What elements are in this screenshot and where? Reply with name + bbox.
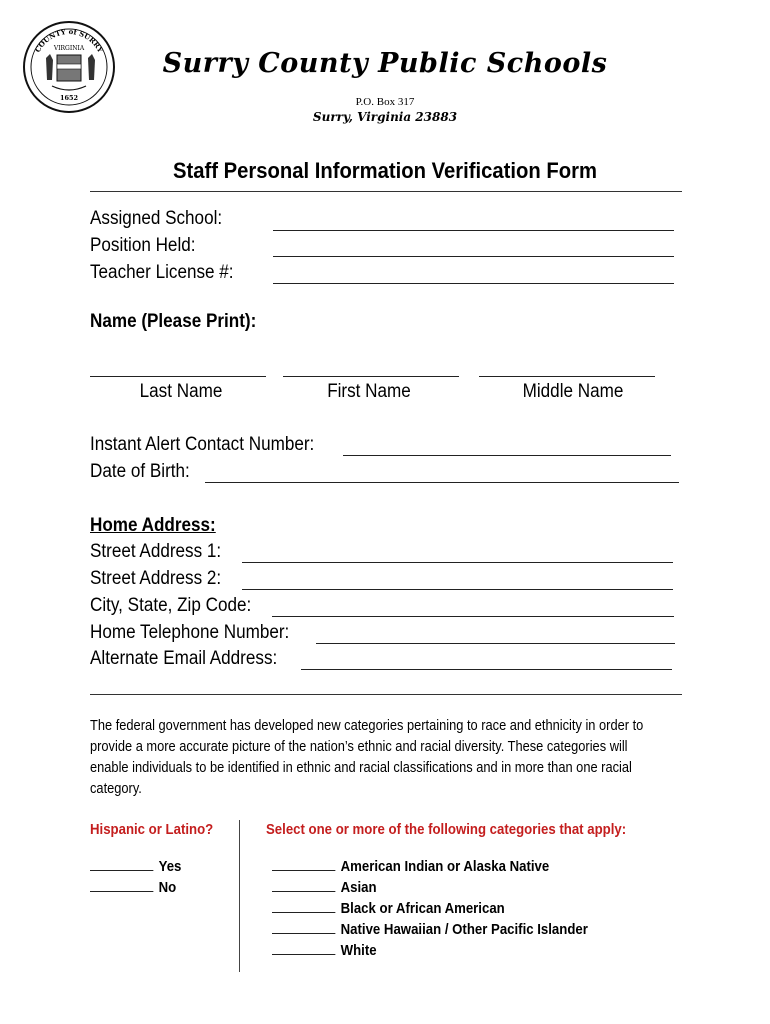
vertical-divider — [239, 820, 240, 972]
race-option[interactable] — [272, 942, 377, 959]
street2-field[interactable] — [242, 589, 673, 590]
race-option[interactable] — [272, 879, 377, 896]
race-option-label: White — [340, 942, 377, 959]
last-name-field[interactable] — [90, 376, 266, 377]
street2-label: Street Address 2: — [90, 568, 222, 589]
hispanic-yes-option[interactable] — [90, 858, 181, 875]
title-divider — [90, 191, 682, 192]
last-name-label: Last Name — [139, 381, 223, 402]
race-instruction: Select one or more of the following categories that apply: — [266, 821, 627, 838]
race-option-line[interactable] — [272, 858, 335, 871]
race-option-line[interactable] — [272, 900, 335, 913]
race-option-label: Native Hawaiian / Other Pacific Islander — [340, 921, 588, 938]
seal-state-text: VIRGINIA — [53, 45, 85, 52]
dob-field[interactable] — [205, 482, 679, 483]
seal-year-text: 1652 — [59, 94, 79, 102]
position-held-field[interactable] — [273, 256, 674, 257]
race-option[interactable] — [272, 900, 505, 917]
assigned-school-label: Assigned School: — [90, 208, 223, 229]
alt-email-field[interactable] — [301, 669, 672, 670]
teacher-license-field[interactable] — [273, 283, 674, 284]
seal-top-text: COUNTY of SURRY — [32, 26, 106, 54]
assigned-school-field[interactable] — [273, 230, 674, 231]
middle-name-field[interactable] — [479, 376, 655, 377]
city-state-zip-label: City, State, Zip Code: — [90, 595, 252, 616]
race-option-label: Black or African American — [340, 900, 505, 917]
race-option-line[interactable] — [272, 879, 335, 892]
race-option[interactable] — [272, 858, 549, 875]
ethnicity-note: The federal government has developed new categories pertaining to race and ethnicity in order to provide a more accurate picture of the nation’s ethnic and racial diversity. These categories will enable individuals to be identified in ethnic and racial classifications and in more than one racial category. — [90, 718, 644, 797]
race-option-line[interactable] — [272, 921, 335, 934]
city-line: Surry, Virginia 23883 — [312, 110, 458, 124]
street1-field[interactable] — [242, 562, 673, 563]
hispanic-no-line[interactable] — [90, 879, 153, 892]
first-name-field[interactable] — [283, 376, 459, 377]
organization-name: Surry County Public Schools — [162, 48, 608, 79]
city-state-zip-field[interactable] — [272, 616, 674, 617]
hispanic-question: Hispanic or Latino? — [90, 821, 214, 838]
home-phone-field[interactable] — [316, 643, 675, 644]
instant-alert-label: Instant Alert Contact Number: — [90, 434, 315, 455]
hispanic-no-label: No — [158, 879, 177, 896]
middle-name-label: Middle Name — [522, 381, 624, 402]
first-name-label: First Name — [327, 381, 411, 402]
home-address-heading: Home Address: — [90, 515, 216, 536]
section-divider — [90, 694, 682, 695]
home-phone-label: Home Telephone Number: — [90, 622, 290, 643]
form-title: Staff Personal Information Verification Form — [172, 158, 597, 183]
hispanic-no-option[interactable] — [90, 879, 176, 896]
name-heading: Name (Please Print): — [90, 311, 257, 332]
race-option[interactable] — [272, 921, 588, 938]
hispanic-yes-line[interactable] — [90, 858, 153, 871]
instant-alert-field[interactable] — [343, 455, 671, 456]
hispanic-yes-label: Yes — [158, 858, 182, 875]
position-held-label: Position Held: — [90, 235, 196, 256]
race-option-line[interactable] — [272, 942, 335, 955]
race-option-label: American Indian or Alaska Native — [340, 858, 550, 875]
po-box: P.O. Box 317 — [355, 96, 415, 108]
alt-email-label: Alternate Email Address: — [90, 648, 278, 669]
race-option-label: Asian — [340, 879, 377, 896]
teacher-license-label: Teacher License #: — [90, 262, 234, 283]
street1-label: Street Address 1: — [90, 541, 222, 562]
dob-label: Date of Birth: — [90, 461, 190, 482]
